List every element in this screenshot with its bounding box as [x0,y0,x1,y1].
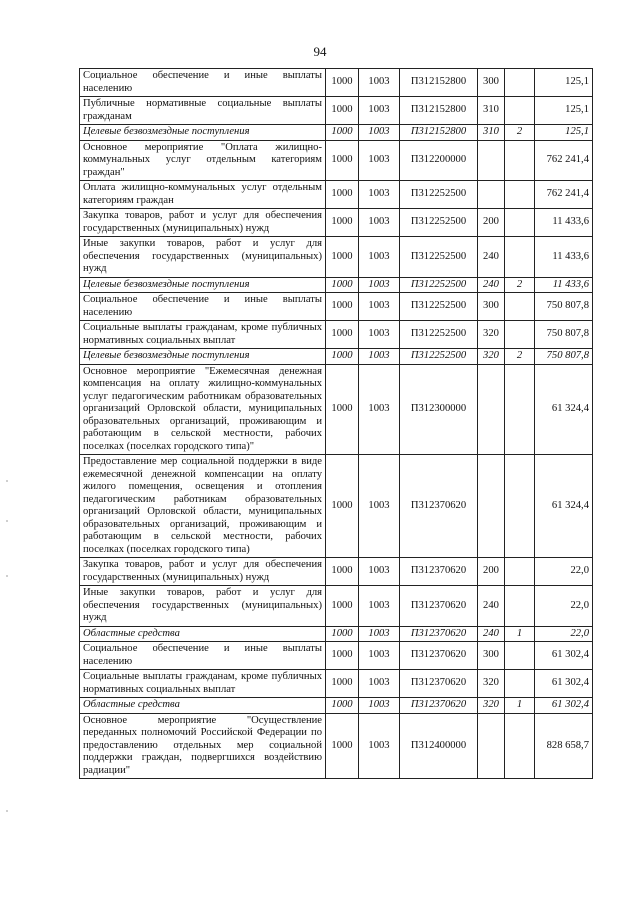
subsection-code-cell: 1003 [359,277,400,293]
target-article-cell: П312252500 [400,181,478,209]
expense-type-cell: 310 [478,97,505,125]
amount-cell: 11 433,6 [535,277,593,293]
funding-source-cell [505,713,535,779]
table-row [80,293,593,321]
row-name-cell: Целевые безвозмездные поступления [80,349,326,365]
target-article-cell: П312400000 [400,713,478,779]
section-code-cell: 1000 [326,698,359,714]
funding-source-cell [505,140,535,181]
target-article-cell: П312370620 [400,558,478,586]
expense-type-cell: 240 [478,237,505,278]
section-code-cell: 1000 [326,455,359,558]
funding-source-cell [505,69,535,97]
target-article-cell: П312370620 [400,698,478,714]
expense-type-cell: 320 [478,670,505,698]
budget-table [79,68,593,779]
amount-cell: 750 807,8 [535,321,593,349]
subsection-code-cell: 1003 [359,69,400,97]
subsection-code-cell: 1003 [359,586,400,627]
funding-source-cell [505,364,535,455]
target-article-cell: П312252500 [400,349,478,365]
subsection-code-cell: 1003 [359,713,400,779]
funding-source-cell [505,293,535,321]
target-article-cell: П312370620 [400,586,478,627]
section-code-cell: 1000 [326,642,359,670]
section-code-cell: 1000 [326,97,359,125]
amount-cell: 61 302,4 [535,670,593,698]
expense-type-cell: 240 [478,586,505,627]
table-row [80,237,593,278]
expense-type-cell [478,140,505,181]
row-name-cell: Публичные нормативные социальные выплаты гражданам [80,97,326,125]
table-row [80,321,593,349]
table-row [80,586,593,627]
table-row [80,125,593,141]
amount-cell: 125,1 [535,69,593,97]
expense-type-cell: 300 [478,642,505,670]
amount-cell: 750 807,8 [535,293,593,321]
funding-source-cell [505,586,535,627]
subsection-code-cell: 1003 [359,626,400,642]
funding-source-cell [505,321,535,349]
subsection-code-cell: 1003 [359,237,400,278]
amount-cell: 22,0 [535,626,593,642]
funding-source-cell [505,181,535,209]
expense-type-cell: 310 [478,125,505,141]
section-code-cell: 1000 [326,125,359,141]
table-row [80,209,593,237]
funding-source-cell [505,670,535,698]
table-row [80,140,593,181]
amount-cell: 61 324,4 [535,455,593,558]
row-name-cell: Областные средства [80,626,326,642]
subsection-code-cell: 1003 [359,181,400,209]
section-code-cell: 1000 [326,349,359,365]
funding-source-cell [505,558,535,586]
amount-cell: 11 433,6 [535,209,593,237]
table-row [80,698,593,714]
target-article-cell: П312152800 [400,125,478,141]
table-row [80,349,593,365]
funding-source-cell [505,97,535,125]
amount-cell: 61 324,4 [535,364,593,455]
subsection-code-cell: 1003 [359,455,400,558]
expense-type-cell: 200 [478,209,505,237]
expense-type-cell: 200 [478,558,505,586]
target-article-cell: П312200000 [400,140,478,181]
page-number: 94 [313,44,327,59]
scan-speck [6,810,8,812]
amount-cell: 22,0 [535,558,593,586]
subsection-code-cell: 1003 [359,125,400,141]
target-article-cell: П312370620 [400,642,478,670]
subsection-code-cell: 1003 [359,321,400,349]
row-name-cell: Основное мероприятие "Ежемесячная денежная компенсация на оплату жилищно-коммунальных услуг педагогическим работникам образовательных организаций Орловской области, муниципальных образовательных организаций, проживающим и работающим в сельской местности, рабочих поселках (поселках городского типа)" [80,364,326,455]
amount-cell: 11 433,6 [535,237,593,278]
row-name-cell: Социальное обеспечение и иные выплаты населению [80,642,326,670]
row-name-cell: Социальное обеспечение и иные выплаты населению [80,69,326,97]
subsection-code-cell: 1003 [359,209,400,237]
table-row [80,181,593,209]
budget-table-body [80,69,593,779]
section-code-cell: 1000 [326,140,359,181]
section-code-cell: 1000 [326,558,359,586]
amount-cell: 762 241,4 [535,140,593,181]
subsection-code-cell: 1003 [359,364,400,455]
table-row [80,455,593,558]
section-code-cell: 1000 [326,181,359,209]
funding-source-cell: 2 [505,349,535,365]
expense-type-cell: 240 [478,626,505,642]
funding-source-cell [505,642,535,670]
subsection-code-cell: 1003 [359,97,400,125]
section-code-cell: 1000 [326,670,359,698]
subsection-code-cell: 1003 [359,293,400,321]
section-code-cell: 1000 [326,69,359,97]
section-code-cell: 1000 [326,626,359,642]
table-row [80,558,593,586]
expense-type-cell: 320 [478,349,505,365]
row-name-cell: Иные закупки товаров, работ и услуг для обеспечения государственных (муниципальных) нужд [80,586,326,627]
row-name-cell: Социальные выплаты гражданам, кроме публичных нормативных социальных выплат [80,321,326,349]
target-article-cell: П312370620 [400,455,478,558]
amount-cell: 750 807,8 [535,349,593,365]
expense-type-cell: 320 [478,698,505,714]
row-name-cell: Иные закупки товаров, работ и услуг для обеспечения государственных (муниципальных) нужд [80,237,326,278]
table-row [80,713,593,779]
table-row [80,670,593,698]
funding-source-cell: 2 [505,277,535,293]
row-name-cell: Оплата жилищно-коммунальных услуг отдельным категориям граждан [80,181,326,209]
subsection-code-cell: 1003 [359,558,400,586]
table-row [80,642,593,670]
scan-speck [6,480,8,482]
subsection-code-cell: 1003 [359,670,400,698]
target-article-cell: П312252500 [400,293,478,321]
row-name-cell: Закупка товаров, работ и услуг для обеспечения государственных (муниципальных) нужд [80,558,326,586]
amount-cell: 762 241,4 [535,181,593,209]
expense-type-cell: 240 [478,277,505,293]
expense-type-cell: 300 [478,69,505,97]
funding-source-cell [505,237,535,278]
section-code-cell: 1000 [326,364,359,455]
table-row [80,626,593,642]
table-row [80,69,593,97]
subsection-code-cell: 1003 [359,349,400,365]
expense-type-cell [478,181,505,209]
amount-cell: 22,0 [535,586,593,627]
expense-type-cell [478,455,505,558]
row-name-cell: Целевые безвозмездные поступления [80,125,326,141]
target-article-cell: П312370620 [400,670,478,698]
section-code-cell: 1000 [326,321,359,349]
row-name-cell: Социальное обеспечение и иные выплаты населению [80,293,326,321]
target-article-cell: П312152800 [400,69,478,97]
expense-type-cell [478,713,505,779]
expense-type-cell: 320 [478,321,505,349]
funding-source-cell [505,455,535,558]
subsection-code-cell: 1003 [359,698,400,714]
target-article-cell: П312370620 [400,626,478,642]
target-article-cell: П312152800 [400,97,478,125]
row-name-cell: Закупка товаров, работ и услуг для обеспечения государственных (муниципальных) нужд [80,209,326,237]
target-article-cell: П312252500 [400,321,478,349]
scan-speck [6,520,8,522]
funding-source-cell: 1 [505,698,535,714]
row-name-cell: Основное мероприятие "Оплата жилищно-коммунальных услуг отдельным категориям граждан" [80,140,326,181]
row-name-cell: Предоставление мер социальной поддержки в виде ежемесячной денежной компенсации на оплату жилого помещения, освещения и отопления педагогическим работникам образовательных организаций Орловской области, муниципальных образовательных организаций, проживающим и работающим в сельской местности, рабочих поселках (поселках городского типа) [80,455,326,558]
target-article-cell: П312300000 [400,364,478,455]
amount-cell: 125,1 [535,125,593,141]
target-article-cell: П312252500 [400,277,478,293]
expense-type-cell: 300 [478,293,505,321]
amount-cell: 61 302,4 [535,698,593,714]
section-code-cell: 1000 [326,713,359,779]
section-code-cell: 1000 [326,293,359,321]
subsection-code-cell: 1003 [359,642,400,670]
amount-cell: 828 658,7 [535,713,593,779]
row-name-cell: Социальные выплаты гражданам, кроме публичных нормативных социальных выплат [80,670,326,698]
amount-cell: 125,1 [535,97,593,125]
table-row [80,364,593,455]
target-article-cell: П312252500 [400,237,478,278]
scan-speck [6,575,8,577]
funding-source-cell: 1 [505,626,535,642]
table-row [80,97,593,125]
target-article-cell: П312252500 [400,209,478,237]
section-code-cell: 1000 [326,237,359,278]
funding-source-cell: 2 [505,125,535,141]
section-code-cell: 1000 [326,586,359,627]
row-name-cell: Основное мероприятие "Осуществление переданных полномочий Российской Федерации по предоставлению отдельных мер социальной поддержки граждан, подвергшихся воздействию радиации" [80,713,326,779]
section-code-cell: 1000 [326,277,359,293]
amount-cell: 61 302,4 [535,642,593,670]
expense-type-cell [478,364,505,455]
row-name-cell: Областные средства [80,698,326,714]
table-row [80,277,593,293]
row-name-cell: Целевые безвозмездные поступления [80,277,326,293]
funding-source-cell [505,209,535,237]
subsection-code-cell: 1003 [359,140,400,181]
section-code-cell: 1000 [326,209,359,237]
